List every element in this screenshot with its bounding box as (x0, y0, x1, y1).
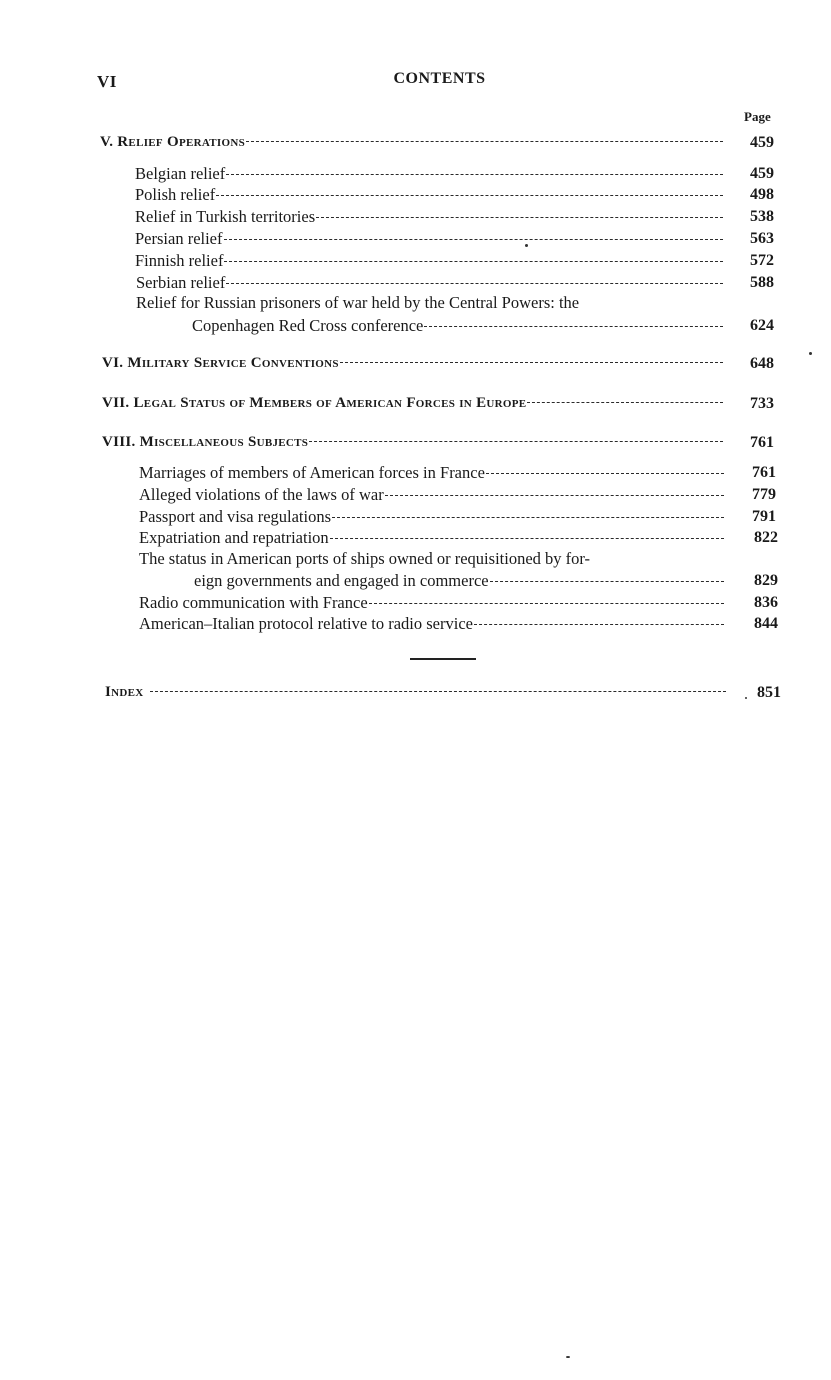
dot-leader (224, 261, 723, 262)
toc-entry-title: V. Relief Operations (100, 134, 246, 150)
toc-entry-page: 538 (750, 208, 774, 225)
section-divider (410, 658, 476, 660)
toc-entry-page: 563 (750, 230, 774, 247)
toc-entry-page: 648 (750, 355, 774, 372)
toc-entry-page: 791 (752, 508, 776, 525)
toc-entry-page: 761 (752, 464, 776, 481)
toc-entry-title: eign governments and engaged in commerce (194, 571, 489, 590)
toc-entry-title: Serbian relief (136, 273, 226, 292)
toc-entry-wrapped-first-line[interactable]: The status in American ports of ships owned or requisitioned by for- (139, 549, 591, 568)
toc-entry-section-v[interactable] (100, 132, 774, 153)
toc-entry[interactable] (135, 163, 774, 184)
scan-speck (745, 697, 747, 699)
toc-entry-page: 572 (750, 252, 774, 269)
page-column-label: Page (744, 109, 771, 124)
page-number: VI (97, 72, 117, 91)
toc-entry[interactable] (139, 527, 778, 548)
toc-entry-index[interactable] (105, 682, 781, 703)
toc-entry-title: Passport and visa regulations (139, 507, 332, 526)
dot-leader (340, 362, 723, 363)
dot-leader (330, 538, 724, 539)
page-title: CONTENTS (393, 70, 486, 87)
toc-entry-page: 829 (754, 572, 778, 589)
toc-entry-page: 459 (750, 134, 774, 151)
dot-leader (216, 195, 723, 196)
toc-entry-title: Finnish relief (135, 251, 224, 270)
toc-entry-title: Belgian relief (135, 164, 226, 183)
toc-entry-wrapped-first-line[interactable]: Relief for Russian prisoners of war held by the Central Powers: the (136, 293, 580, 312)
dot-leader (527, 402, 723, 403)
toc-entry-title: Relief in Turkish territories (135, 207, 316, 226)
scan-speck (566, 1356, 570, 1358)
scan-speck (525, 244, 528, 247)
toc-entry[interactable] (135, 250, 774, 271)
toc-entry-page: 624 (750, 317, 774, 334)
dot-leader (226, 283, 723, 284)
toc-entry[interactable] (139, 484, 776, 505)
toc-entry-title: VIII. Miscellaneous Subjects (102, 434, 309, 450)
toc-entry[interactable] (135, 206, 774, 227)
toc-entry-title: Polish relief (135, 185, 216, 204)
toc-entry-section-vi[interactable] (102, 353, 774, 374)
toc-entry-page: 851 (757, 684, 781, 701)
dot-leader (490, 581, 724, 582)
toc-entry[interactable] (139, 613, 778, 634)
toc-entry-section-vii[interactable] (102, 393, 774, 414)
dot-leader (332, 517, 724, 518)
toc-entry-page: 836 (754, 594, 778, 611)
toc-entry-title: Index (105, 684, 144, 700)
dot-leader (486, 473, 724, 474)
toc-entry[interactable] (136, 272, 774, 293)
toc-entry-title: Copenhagen Red Cross conference (192, 316, 424, 335)
toc-entry-page: 459 (750, 165, 774, 182)
toc-entry-page: 779 (752, 486, 776, 503)
toc-entry-page: 761 (750, 434, 774, 451)
toc-entry[interactable] (139, 592, 778, 613)
dot-leader (226, 174, 723, 175)
toc-entry-page: 822 (754, 529, 778, 546)
dot-leader (246, 141, 723, 142)
dot-leader (385, 495, 724, 496)
dot-leader (309, 441, 723, 442)
toc-entry-section-viii[interactable] (102, 432, 774, 453)
toc-entry-title: Marriages of members of American forces in France (139, 463, 485, 482)
toc-entry-page: 733 (750, 395, 774, 412)
toc-entry-title: VII. Legal Status of Members of American Forces in Europe (102, 395, 527, 411)
toc-entry[interactable] (139, 462, 776, 483)
toc-entry-wrapped-continuation[interactable] (194, 570, 778, 591)
scan-speck (809, 352, 812, 355)
dot-leader (474, 624, 724, 625)
dot-leader (224, 239, 723, 240)
dot-leader (316, 217, 723, 218)
toc-entry-title: Expatriation and repatriation (139, 528, 329, 547)
toc-entry-title: VI. Military Service Conventions (102, 355, 339, 371)
dot-leader (369, 603, 724, 604)
toc-entry-page: 844 (754, 615, 778, 632)
toc-entry-title: Alleged violations of the laws of war (139, 485, 384, 504)
toc-entry-page: 588 (750, 274, 774, 291)
toc-entry[interactable] (135, 184, 774, 205)
dot-leader (424, 326, 723, 327)
dot-leader (150, 691, 726, 692)
toc-entry-title: Radio communication with France (139, 593, 368, 612)
toc-entry-title: Persian relief (135, 229, 223, 248)
toc-entry[interactable] (135, 228, 774, 249)
toc-entry-page: 498 (750, 186, 774, 203)
toc-entry-wrapped-continuation[interactable] (192, 315, 774, 336)
toc-entry[interactable] (139, 506, 776, 527)
toc-entry-title: American–Italian protocol relative to radio service (139, 614, 473, 633)
